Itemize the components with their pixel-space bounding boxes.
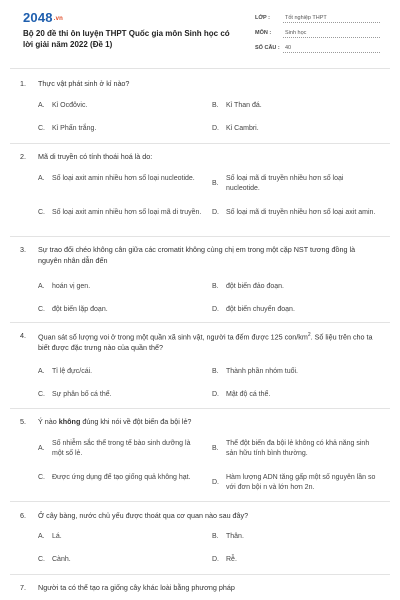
question-text	[38, 330, 380, 353]
option-text: Số loại axit amin nhiều hơn số loại mã di truyền.	[52, 209, 202, 216]
option-letter: B.	[212, 533, 219, 540]
divider	[10, 68, 390, 69]
divider	[10, 236, 390, 237]
option-a[interactable]	[38, 101, 203, 111]
option-text: Kỉ Phấn trắng.	[52, 125, 97, 132]
option-letter: A.	[38, 283, 45, 290]
option-text: đột biến chuyển đoạn.	[226, 306, 295, 313]
option-text: Tỉ lệ đực/cái.	[52, 368, 93, 375]
option-letter: D.	[212, 479, 219, 486]
option-c[interactable]	[38, 305, 203, 315]
option-letter: D.	[212, 306, 219, 313]
question-text: Thực vật phát sinh ở kỉ nào?	[38, 79, 130, 88]
option-letter: C.	[38, 209, 45, 216]
page-header	[0, 0, 400, 70]
divider	[10, 143, 390, 144]
option-c[interactable]	[38, 473, 203, 483]
option-d[interactable]	[212, 473, 377, 493]
question-text: Ở cây bàng, nước chủ yếu được thoát qua cơ quan nào sau đây?	[38, 511, 249, 520]
document-meta	[255, 14, 380, 59]
meta-key: LỚP :	[255, 15, 270, 21]
question-6	[20, 510, 380, 521]
site-logo[interactable]	[23, 10, 63, 25]
option-text: Mật độ cá thể.	[226, 391, 271, 398]
option-text: Số loại mã di truyền nhiều hơn số loại axit amin.	[226, 209, 376, 216]
option-letter: C.	[38, 306, 45, 313]
option-letter: D.	[212, 556, 219, 563]
divider	[10, 574, 390, 575]
option-text: Rễ.	[226, 556, 237, 563]
meta-row-subject	[255, 29, 380, 44]
question-text-part: đúng khi nói về đột biến đa bội lẻ?	[80, 417, 192, 426]
option-letter: D.	[212, 391, 219, 398]
option-b[interactable]	[212, 532, 377, 542]
question-text-superscript: 2	[307, 332, 311, 338]
option-text: hoán vị gen.	[52, 283, 91, 290]
meta-key: MÔN :	[255, 30, 272, 36]
option-letter: A.	[38, 533, 45, 540]
question-text-emphasis: không	[58, 417, 81, 426]
option-b[interactable]	[212, 101, 377, 111]
question-number: 3.	[20, 245, 26, 254]
question-text	[38, 416, 380, 427]
question-number: 2.	[20, 152, 26, 161]
option-letter: B.	[212, 283, 219, 290]
option-text: Thành phần nhóm tuổi.	[226, 368, 298, 375]
option-text: Sự phân bố cá thể.	[52, 391, 112, 398]
option-d[interactable]	[212, 555, 377, 565]
meta-value: 40	[283, 44, 380, 53]
meta-key: SỐ CÂU :	[255, 45, 280, 51]
question-text: Người ta có thể tạo ra giống cây khác loài bằng phương pháp	[38, 583, 235, 592]
question-5	[20, 416, 380, 427]
meta-value: Tốt nghiệp THPT	[283, 14, 380, 23]
document-title: Bộ 20 đề thi ôn luyện THPT Quốc gia môn Sinh học có lời giải năm 2022 (Đề 1)	[23, 29, 230, 49]
option-letter: B.	[212, 368, 219, 375]
option-b[interactable]	[212, 367, 377, 377]
option-a[interactable]	[38, 532, 203, 542]
option-letter: C.	[38, 556, 45, 563]
option-text: Số loại axit amin nhiều hơn số loại nucleotide.	[52, 175, 195, 182]
option-a[interactable]	[38, 367, 203, 377]
option-c[interactable]	[38, 208, 203, 218]
option-d[interactable]	[212, 390, 377, 400]
question-text-part: Quan sát số lượng voi ở trong một quần xã sinh vật, người ta đếm được 125 con/km	[38, 332, 308, 342]
divider	[10, 408, 390, 409]
option-letter: A.	[38, 175, 45, 182]
logo-main: 2048	[23, 10, 53, 25]
question-number: 5.	[20, 417, 26, 426]
question-number: 4.	[20, 331, 26, 340]
option-b[interactable]	[212, 174, 377, 194]
option-letter: C.	[38, 125, 45, 132]
option-b[interactable]	[212, 439, 377, 459]
option-text: đột biến lặp đoạn.	[52, 306, 108, 313]
meta-row-count	[255, 44, 380, 59]
option-a[interactable]	[38, 282, 203, 292]
option-d[interactable]	[212, 305, 377, 315]
option-letter: D.	[212, 125, 219, 132]
option-c[interactable]	[38, 390, 203, 400]
option-a[interactable]	[38, 439, 203, 459]
option-text: Lá.	[52, 533, 62, 540]
option-letter: A.	[38, 368, 45, 375]
question-text: Mã di truyền có tính thoái hoá là do:	[38, 152, 153, 161]
question-text-part: . Số liệu trên cho ta biết được đặc trưng nào của quần thể?	[38, 332, 373, 353]
option-c[interactable]	[38, 124, 203, 134]
question-number: 1.	[20, 79, 26, 88]
option-letter: C.	[38, 474, 45, 481]
option-letter: D.	[212, 209, 219, 216]
option-d[interactable]	[212, 124, 377, 134]
question-4	[20, 330, 380, 353]
option-a[interactable]	[38, 174, 203, 184]
option-text: Số loại mã di truyền nhiều hơn số loại nucleotide.	[226, 175, 344, 192]
option-text: Số nhiễm sắc thể trong tế bào sinh dưỡng là một số lẻ.	[52, 440, 191, 457]
option-d[interactable]	[212, 208, 377, 218]
option-letter: A.	[38, 102, 45, 109]
option-text: Thể đột biến đa bội lẻ không có khả năng sinh sản hữu tính bình thường.	[226, 440, 370, 457]
question-1	[20, 78, 380, 89]
option-text: Hàm lượng ADN tăng gấp một số nguyên lần so với đơn bội n và lớn hơn 2n.	[226, 474, 376, 491]
option-letter: B.	[212, 180, 219, 187]
option-letter: B.	[212, 102, 219, 109]
option-letter: C.	[38, 391, 45, 398]
option-text: Cành.	[52, 556, 71, 563]
option-text: đột biến đảo đoạn.	[226, 283, 284, 290]
logo-suffix: .vn	[53, 15, 64, 22]
option-text: Kỉ Than đá.	[226, 102, 262, 109]
option-text: Thân.	[226, 533, 244, 540]
option-letter: A.	[38, 445, 45, 452]
option-text: Được ứng dụng để tạo giống quả không hạt.	[52, 474, 191, 481]
question-7	[20, 582, 380, 593]
divider	[10, 501, 390, 502]
meta-value: Sinh học	[283, 29, 380, 38]
question-3	[20, 244, 380, 266]
question-text-part: Ý nào	[38, 417, 59, 426]
question-number: 6.	[20, 511, 26, 520]
option-letter: B.	[212, 445, 219, 452]
question-2	[20, 151, 380, 162]
question-number: 7.	[20, 583, 26, 592]
option-b[interactable]	[212, 282, 377, 292]
option-c[interactable]	[38, 555, 203, 565]
option-text: Kỉ Ocđôvic.	[52, 102, 88, 109]
option-text: Kỉ Cambri.	[226, 125, 259, 132]
divider	[10, 322, 390, 323]
question-text: Sự trao đổi chéo không cân giữa các cromatit không cùng chị em trong một cặp NST tương đồng là nguyên nhân dẫn đến	[38, 245, 356, 265]
meta-row-class	[255, 14, 380, 29]
